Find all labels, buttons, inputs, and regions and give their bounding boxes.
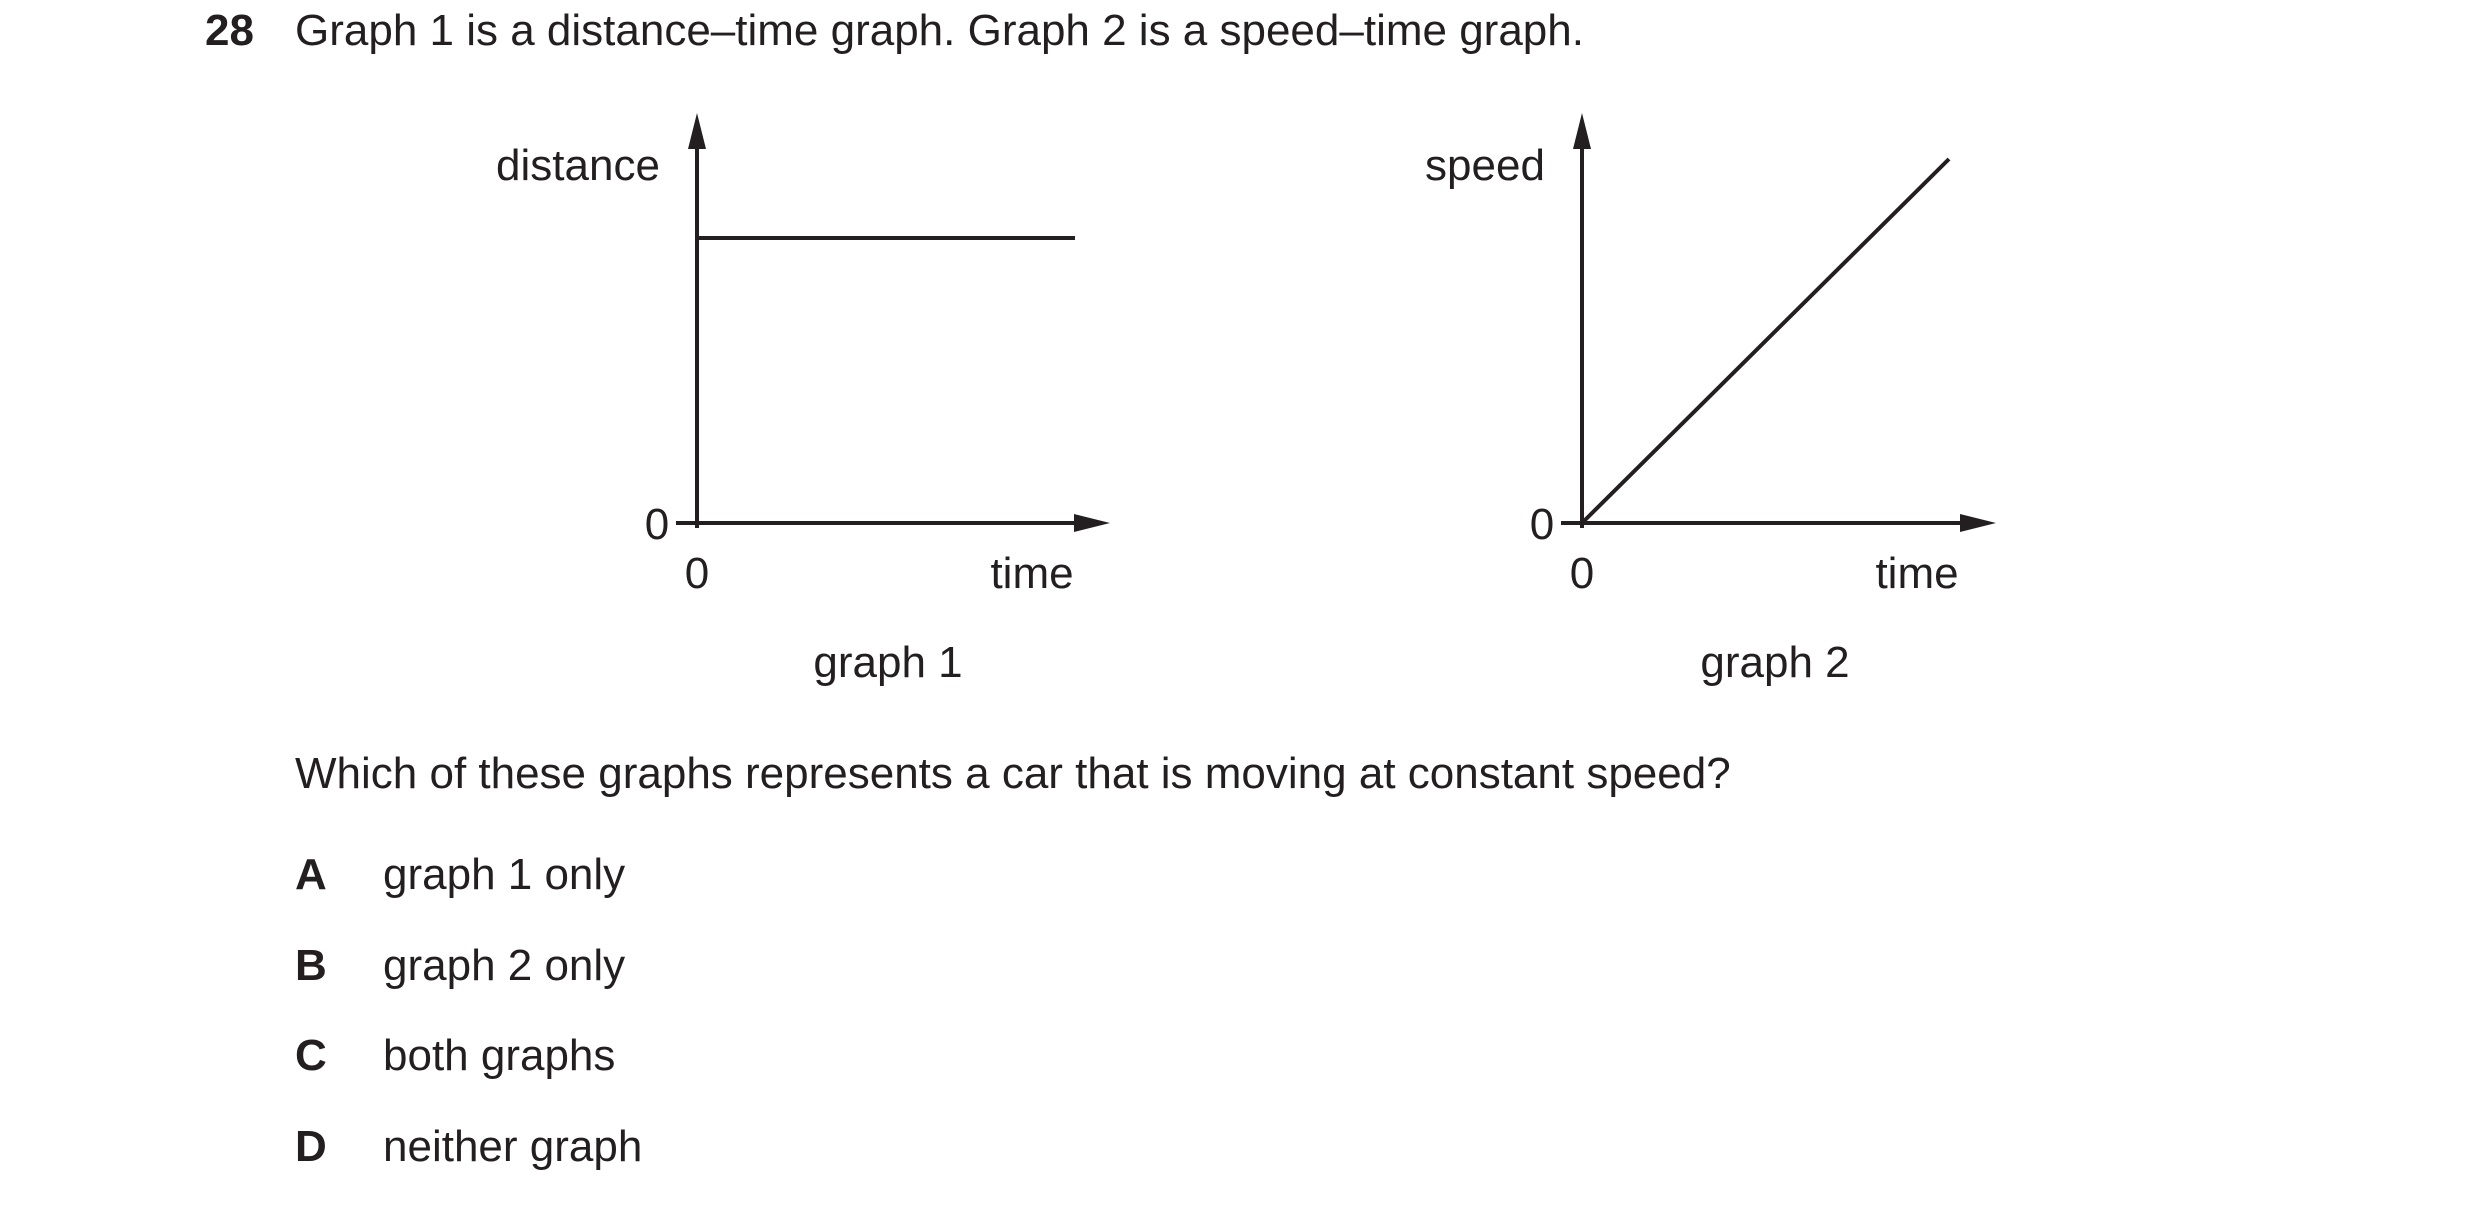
option-c[interactable] <box>295 1026 615 1086</box>
option-letter: D <box>295 1122 327 1171</box>
graph-2-x-arrowhead <box>1960 514 1996 532</box>
option-text: both graphs <box>383 1031 616 1080</box>
graph-2-x-origin-label: 0 <box>1569 549 1595 598</box>
graph-1 <box>496 113 1110 687</box>
graph-1-y-origin-label: 0 <box>644 500 670 549</box>
graph-1-caption: graph 1 <box>813 638 963 687</box>
graph-1-x-arrowhead <box>1074 514 1110 532</box>
option-b[interactable] <box>295 936 625 996</box>
option-text: neither graph <box>383 1122 643 1171</box>
option-letter: A <box>295 850 327 899</box>
graph-2-y-label: speed <box>1425 141 1545 190</box>
question-stem: Graph 1 is a distance–time graph. Graph 2 is a speed–time graph. <box>295 6 1584 55</box>
option-d[interactable] <box>295 1117 642 1177</box>
graph-2 <box>1425 113 1996 687</box>
graph-1-x-origin-label: 0 <box>684 549 710 598</box>
graph-2-y-origin-label: 0 <box>1529 500 1555 549</box>
option-text: graph 2 only <box>383 941 626 990</box>
question-number: 28 <box>205 6 254 55</box>
option-letter: C <box>295 1031 327 1080</box>
graph-2-caption: graph 2 <box>1700 638 1850 687</box>
option-a[interactable] <box>295 845 625 905</box>
option-letter: B <box>295 941 327 990</box>
graph-2-data-line <box>1582 159 1949 523</box>
graph-2-y-arrowhead <box>1573 113 1591 149</box>
graph-1-y-arrowhead <box>688 113 706 149</box>
option-text: graph 1 only <box>383 850 626 899</box>
graph-1-x-label: time <box>990 549 1074 598</box>
question-prompt: Which of these graphs represents a car that is moving at constant speed? <box>295 749 1731 798</box>
graph-2-x-label: time <box>1875 549 1959 598</box>
graph-1-y-label: distance <box>496 141 660 190</box>
